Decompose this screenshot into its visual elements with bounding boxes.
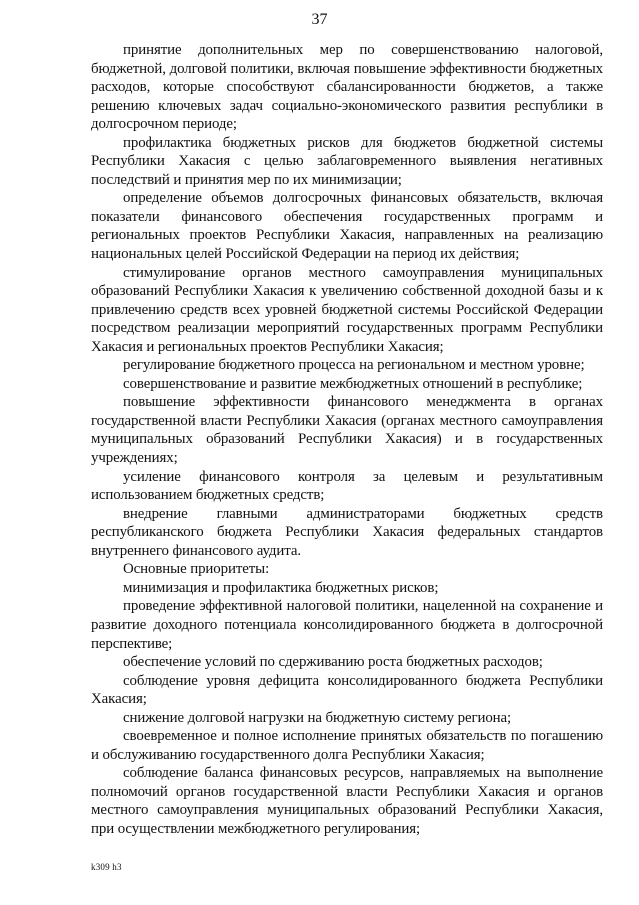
paragraph: обеспечение условий по сдерживанию роста бюджетных расходов; [123, 654, 543, 671]
paragraph: соблюдение баланса финансовых ресурсов, направляемых на выполнение полномочий органов государственной власти Республики Хакасия и органов местного самоуправления муниципальных образований Республики Хакасия, при осуществлении межбюджетного регулирования; [91, 765, 603, 837]
section-heading: Основные приоритеты: [123, 561, 270, 578]
paragraph: профилактика бюджетных рисков для бюджетов бюджетной системы Республики Хакасия с целью заблаговременного выявления негативных последствий и принятия мер по их минимизации; [91, 134, 603, 188]
paragraph: стимулирование органов местного самоуправления муниципальных образований Республики Хакасия к увеличению собственной доходной базы и к привлечению средств всех уровней бюджетной системы Российской Федерации посредством реализации мероприятий государственных программ Республики Хакасия и региональных проектов Республики Хакасия; [91, 264, 603, 355]
paragraph: регулирование бюджетного процесса на региональном и местном уровне; [123, 357, 585, 374]
paragraph: совершенствование и развитие межбюджетных отношений в республике; [123, 375, 583, 392]
paragraph: соблюдение уровня дефицита консолидированного бюджета Республики Хакасия; [91, 672, 603, 708]
paragraph: своевременное и полное исполнение принятых обязательств по погашению и обслуживанию государственного долга Республики Хакасия; [91, 728, 603, 763]
paragraph: принятие дополнительных мер по совершенствованию налоговой, бюджетной, долговой политики, включая повышение эффективности бюджетных расходов, которые способствуют сбалансированности бюджетов, а также решению ключевых задач социально-экономического развития республики в долгосрочном периоде; [91, 42, 603, 133]
document-code: k309 h3 [91, 862, 122, 872]
paragraph: усиление финансового контроля за целевым и результативным использованием бюджетных средств; [91, 468, 603, 504]
paragraph: внедрение главными администраторами бюджетных средств республиканского бюджета Республики Хакасия федеральных стандартов внутреннего финансового аудита. [91, 505, 603, 559]
paragraph: снижение долговой нагрузки на бюджетную систему региона; [123, 709, 512, 726]
paragraph: проведение эффективной налоговой политики, нацеленной на сохранение и развитие доходного потенциала консолидированного бюджета в долгосрочной перспективе; [91, 598, 603, 652]
paragraph: минимизация и профилактика бюджетных рисков; [123, 579, 439, 596]
paragraph: повышение эффективности финансового менеджмента в органах государственной власти Республики Хакасия (органах местного самоуправления муниципальных образований Республики Хакасия) и в государственных учреждениях; [91, 394, 603, 467]
page-number: 37 [311, 11, 328, 28]
paragraph: определение объемов долгосрочных финансовых обязательств, включая показатели финансового обеспечения государственных программ и региональных проектов Республики Хакасия, направленных на реализацию национальных целей Российской Федерации на период их действия; [91, 190, 603, 263]
document-body [91, 41, 603, 839]
